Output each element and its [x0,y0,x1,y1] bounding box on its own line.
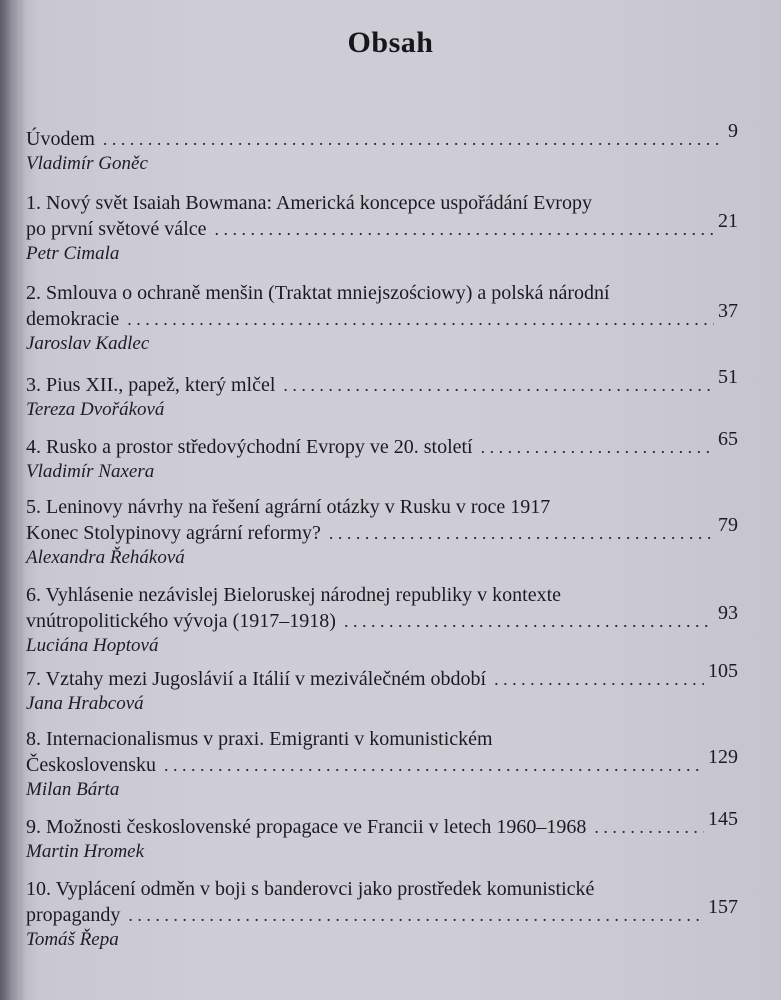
page-number: 21 [718,210,738,232]
toc-line [26,210,738,242]
entry-title-line: 9. Možnosti československé propagace ve Francii v letech 1960–1968 [26,816,587,838]
page-number: 105 [708,660,738,682]
toc-line [26,602,738,634]
dot-leader [481,434,714,460]
entry-author: Jaroslav Kadlec [26,333,150,354]
entry-author: Alexandra Řeháková [26,547,185,568]
dot-leader [128,902,704,928]
entry-title-line: demokracie [26,308,120,330]
entry-title-line: Československu [26,754,156,776]
toc-entry-1 [26,190,738,266]
page-number: 37 [718,300,738,322]
toc-line [26,300,738,332]
entry-author: Vladimír Goněc [26,153,148,174]
dot-leader [215,216,715,242]
toc-line [26,876,738,902]
entry-title-line: 1. Nový svět Isaiah Bowmana: Americká koncepce uspořádání Evropy [26,192,592,214]
page-number: 9 [728,120,738,142]
toc-line [26,726,738,752]
entry-title-line: Úvodem [26,128,95,150]
dot-leader [127,306,714,332]
toc-entry-7 [26,660,738,716]
entry-title-line: 8. Internacionalismus v praxi. Emigranti v komunistickém [26,728,493,750]
page-number: 145 [708,808,738,830]
dot-leader [103,126,724,152]
entry-title-line: 10. Vyplácení odměn v boji s banderovci jako prostředek komunistické [26,878,595,900]
entry-title-line: 6. Vyhlásenie nezávislej Bieloruskej národnej republiky v kontexte [26,584,562,606]
toc-line [26,808,738,840]
entry-title-line: propagandy [26,904,121,926]
toc-line [26,660,738,692]
toc-entry-3 [26,366,738,422]
page-number: 129 [708,746,738,768]
entry-title-line: vnútropolitického vývoja (1917–1918) [26,610,336,632]
toc-entry-4 [26,428,738,484]
entry-author: Milan Bárta [26,779,120,800]
entry-author: Martin Hromek [26,841,145,862]
toc-line [26,120,738,152]
entry-title-line: 4. Rusko a prostor středovýchodní Evropy ve 20. století [26,436,473,458]
toc-entry-5 [26,494,738,570]
toc-entry-intro [26,120,738,176]
book-spine-shadow [0,0,26,1000]
page-number: 51 [718,366,738,388]
dot-leader [494,666,704,692]
dot-leader [329,520,714,546]
page-number: 157 [708,896,738,918]
toc-line [26,514,738,546]
page-title: Obsah [347,26,434,59]
entry-author: Jana Hrabcová [26,693,144,714]
toc-line [26,896,738,928]
toc-line [26,366,738,398]
entry-author: Vladimír Naxera [26,461,155,482]
toc-line [26,746,738,778]
entry-author: Tomáš Řepa [26,929,119,950]
page-number: 93 [718,602,738,624]
entry-title-line: po první světové válce [26,218,207,240]
toc-line [26,582,738,608]
toc-entry-8 [26,726,738,802]
entry-title-line: Konec Stolypinovy agrární reformy? [26,522,321,544]
entry-author: Luciána Hoptová [26,635,159,656]
dot-leader [344,608,714,634]
toc-entry-10 [26,876,738,952]
toc-line [26,190,738,216]
page-number: 79 [718,514,738,536]
dot-leader [594,814,704,840]
dot-leader [283,372,714,398]
entry-title-line: 2. Smlouva o ochraně menšin (Traktat mniejszościowy) a polská národní [26,282,610,304]
toc-line [26,280,738,306]
toc-line [26,494,738,520]
dot-leader [164,752,704,778]
entry-author: Petr Cimala [26,243,120,264]
toc-entry-6 [26,582,738,658]
entry-title-line: 3. Pius XII., papež, který mlčel [26,374,276,396]
toc-line [26,428,738,460]
toc-entry-9 [26,808,738,864]
page-number: 65 [718,428,738,450]
entry-title-line: 7. Vztahy mezi Jugoslávií a Itálií v meziválečném období [26,668,487,690]
toc-entry-2 [26,280,738,356]
entry-title-line: 5. Leninovy návrhy na řešení agrární otázky v Rusku v roce 1917 [26,496,551,518]
entry-author: Tereza Dvořáková [26,399,165,420]
